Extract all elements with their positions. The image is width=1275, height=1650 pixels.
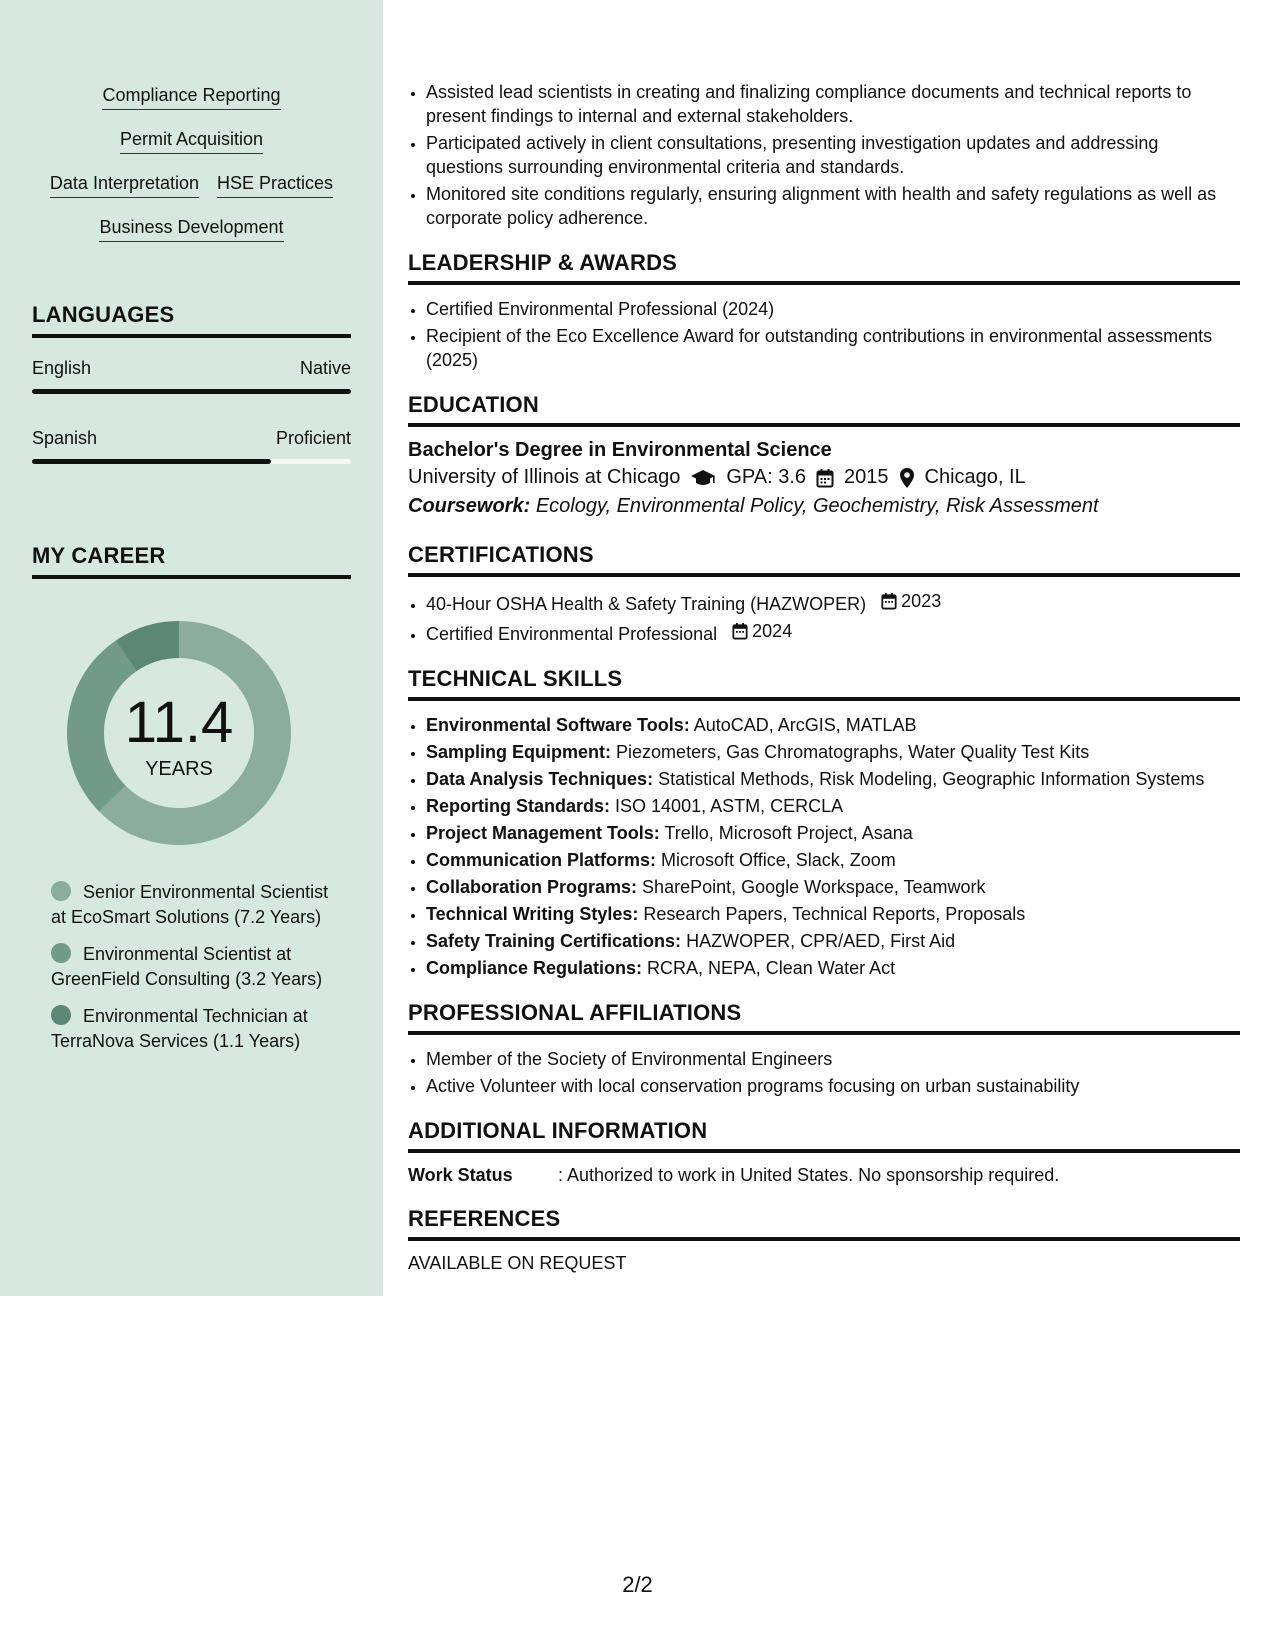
career-years-unit: YEARS [145,758,213,780]
technical-skill-item [426,767,1240,791]
certifications-list [408,589,1240,646]
skill-tags [0,84,383,260]
technical-skill-item [426,956,1240,980]
career-heading: MY CAREER [32,543,351,579]
skill-tag: HSE Practices [217,172,333,198]
language-bar-fill [32,389,351,394]
experience-bullet: • Monitored site conditions regularly, ensuring alignment with health and safety regulations as well as corporate policy adherence. [426,182,1240,230]
skill-tag: Compliance Reporting [102,84,280,110]
leadership-item: • Certified Environmental Professional (2024) [426,297,1240,321]
technical-skill-value: HAZWOPER, CPR/AED, First Aid [686,931,956,951]
technical-skill-value: Piezometers, Gas Chromatographs, Water Quality Test Kits [616,742,1090,762]
languages-heading: LANGUAGES [32,302,351,338]
education-heading: EDUCATION [408,392,1240,427]
technical-skill-item [426,740,1240,764]
skill-tag: Business Development [99,216,283,242]
language-english [32,358,351,394]
career-legend [51,880,331,1066]
certification-name: 40-Hour OSHA Health & Safety Training (HAZWOPER) [426,594,867,614]
technical-skill-label: Environmental Software Tools: [426,715,690,735]
language-name: English [32,358,92,378]
work-status-value: : Authorized to work in United States. No sponsorship required. [558,1165,1060,1185]
technical-skill-label: Compliance Regulations: [426,958,643,978]
technical-skill-label: Technical Writing Styles: [426,904,639,924]
technical-skill-value: ISO 14001, ASTM, CERCLA [615,796,844,816]
experience-bullet: • Participated actively in client consultations, presenting investigation updates and addressing questions surrounding environmental criteria and standards. [426,131,1240,179]
career-total-years: 11.4 [124,690,234,755]
career-donut-chart [66,620,292,846]
technical-skill-item [426,875,1240,899]
language-bar [32,389,351,394]
career-role: Senior Environmental Scientist at EcoSmart Solutions (7.2 Years) [51,882,329,927]
school-name: University of Illinois at Chicago [408,466,681,488]
language-level: Native [299,358,351,378]
work-status-row [408,1165,1240,1186]
calendar-icon [881,592,897,610]
experience-bullets [408,80,1240,230]
technical-skill-label: Communication Platforms: [426,850,657,870]
certification-year: 2023 [901,591,942,611]
career-legend-item [51,880,331,930]
skill-row [0,84,383,110]
leadership-item: • Recipient of the Eco Excellence Award for outstanding contributions in environmental assessments (2025) [426,324,1240,372]
language-level: Proficient [275,428,351,448]
skill-row [0,216,383,242]
technical-skill-value: Trello, Microsoft Project, Asana [664,823,913,843]
technical-skill-value: AutoCAD, ArcGIS, MATLAB [693,715,917,735]
technical-skill-item [426,821,1240,845]
legend-dot-icon [51,1005,71,1025]
main-content [408,80,1240,1274]
skill-tag: Data Interpretation [50,172,199,198]
technical-skill-value: RCRA, NEPA, Clean Water Act [647,958,896,978]
graduation-cap-icon [690,468,716,488]
certification-name: Certified Environmental Professional [426,624,718,644]
certifications-heading: CERTIFICATIONS [408,542,1240,577]
affiliation-item: • Active Volunteer with local conservation programs focusing on urban sustainability [426,1074,1240,1098]
graduation-year: 2015 [844,466,889,488]
sidebar [0,0,383,1296]
technical-skill-value: SharePoint, Google Workspace, Teamwork [642,877,986,897]
technical-skill-label: Project Management Tools: [426,823,660,843]
technical-skill-value: Statistical Methods, Risk Modeling, Geographic Information Systems [658,769,1205,789]
technical-skill-item [426,713,1240,737]
career-legend-item [51,1004,331,1054]
references-text: AVAILABLE ON REQUEST [408,1253,627,1273]
leadership-heading: LEADERSHIP & AWARDS [408,250,1240,285]
map-pin-icon [899,467,915,489]
technical-skill-value: Microsoft Office, Slack, Zoom [661,850,896,870]
legend-dot-icon [51,943,71,963]
language-bar [32,459,351,464]
leadership-list [408,297,1240,372]
calendar-icon [816,468,834,488]
affiliation-item: • Member of the Society of Environmental Engineers [426,1047,1240,1071]
technical-skills-heading: TECHNICAL SKILLS [408,666,1240,701]
affiliations-list [408,1047,1240,1098]
certification-year: 2024 [752,621,793,641]
technical-skill-item [426,929,1240,953]
technical-skill-label: Reporting Standards: [426,796,611,816]
education-details [408,466,1240,489]
calendar-icon [732,622,748,640]
career-role: Environmental Scientist at GreenField Consulting (3.2 Years) [51,944,323,989]
language-name: Spanish [32,428,98,448]
language-bar-fill [32,459,271,464]
language-spanish [32,428,351,464]
degree-title: Bachelor's Degree in Environmental Science [408,439,832,461]
technical-skill-value: Research Papers, Technical Reports, Proposals [643,904,1026,924]
career-role: Environmental Technician at TerraNova Services (1.1 Years) [51,1006,308,1051]
certification-item [426,589,1240,616]
technical-skill-label: Data Analysis Techniques: [426,769,654,789]
technical-skill-item [426,794,1240,818]
page-number: 2/2 [622,1572,653,1597]
gpa: GPA: 3.6 [726,466,807,488]
skill-tag: Permit Acquisition [120,128,263,154]
technical-skill-item [426,848,1240,872]
additional-info-heading: ADDITIONAL INFORMATION [408,1118,1240,1153]
certification-item [426,619,1240,646]
technical-skills-list [408,713,1240,980]
coursework [408,495,1240,518]
legend-dot-icon [51,881,71,901]
coursework-list: Ecology, Environmental Policy, Geochemistry, Risk Assessment [535,495,1099,517]
coursework-label: Coursework: [408,495,531,517]
career-legend-item [51,942,331,992]
school-location: Chicago, IL [924,466,1026,488]
technical-skill-label: Collaboration Programs: [426,877,638,897]
skill-row [0,128,383,154]
affiliations-heading: PROFESSIONAL AFFILIATIONS [408,1000,1240,1035]
technical-skill-item [426,902,1240,926]
experience-bullet: • Assisted lead scientists in creating and finalizing compliance documents and technical reports to present findings to internal and external stakeholders. [426,80,1240,128]
references-heading: REFERENCES [408,1206,1240,1241]
skill-row [0,172,383,198]
technical-skill-label: Safety Training Certifications: [426,931,682,951]
work-status-label: Work Status [408,1165,513,1185]
technical-skill-label: Sampling Equipment: [426,742,612,762]
